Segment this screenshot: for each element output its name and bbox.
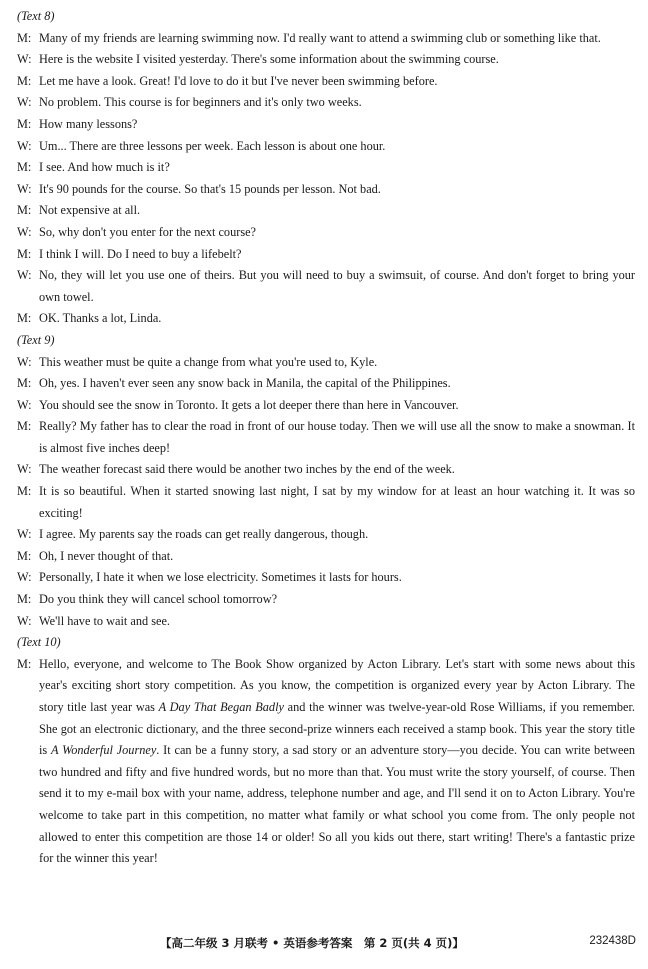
dialogue-text: Oh, I never thought of that. <box>39 548 174 563</box>
dialogue-text: Let me have a look. Great! I'd love to do it but I've never been swimming before. <box>39 73 438 88</box>
speaker-label: M: <box>17 30 32 45</box>
speaker-label: W: <box>17 138 32 153</box>
dialogue-text: It's 90 pounds for the course. So that's 15 pounds per lesson. Not bad. <box>39 181 381 196</box>
speaker-label: M: <box>17 376 32 391</box>
dialogue-text: Really? My father has to clear the road in front of our house today. Then we will use all the snow to make a snowman. It is almost five inches deep! <box>39 419 635 455</box>
speaker-label: M: <box>17 246 32 261</box>
speaker-label: M: <box>17 548 32 563</box>
dialogue-line <box>17 395 635 417</box>
speaker-label: M: <box>17 311 32 326</box>
dialogue-line <box>17 265 635 308</box>
dialogue-line <box>17 589 635 611</box>
dialogue-line <box>17 308 635 330</box>
dialogue-line <box>17 28 635 50</box>
dialogue-line <box>17 71 635 93</box>
dialogue-text: Many of my friends are learning swimming now. I'd really want to attend a swimming club or something like that. <box>39 30 601 45</box>
dialogue-line <box>17 179 635 201</box>
speaker-label: M: <box>17 116 32 131</box>
dialogue-line <box>17 49 635 71</box>
speaker-label: M: <box>17 592 32 607</box>
dialogue-line <box>17 481 635 524</box>
speaker-label: W: <box>17 181 32 196</box>
speaker-label: W: <box>17 397 32 412</box>
dialogue-line <box>17 416 635 459</box>
dialogue-line <box>17 524 635 546</box>
speaker-label: M: <box>17 160 32 175</box>
dialogue-text: So, why don't you enter for the next course? <box>39 224 257 239</box>
dialogue-line <box>17 567 635 589</box>
dialogue-text: Personally, I hate it when we lose electricity. Sometimes it lasts for hours. <box>39 570 402 585</box>
dialogue-line <box>17 92 635 114</box>
dialogue-text: Here is the website I visited yesterday. There's some information about the swimming course. <box>39 52 499 67</box>
dialogue-text: Um... There are three lessons per week. Each lesson is about one hour. <box>39 138 386 153</box>
dialogue-line <box>17 136 635 158</box>
dialogue-text: . It can be a funny story, a sad story or an adventure story—you decide. You can write between two hundred and fifty and five hundred words, but no more than that. You must write the story yourself, of course. Then send it to my e-mail box with your name, address, telephone number and age, and I'll send it on to Acton Library. You're welcome to take part in this competition, no matter what family or what school you come from. The only people not allowed to enter this competition are those 14 or older! So all you kids out there, start writing! There's a fantastic prize for the winner this year! <box>39 743 636 866</box>
dialogue-text: This weather must be quite a change from what you're used to, Kyle. <box>39 354 378 369</box>
speaker-label: W: <box>17 268 32 283</box>
dialogue-text: I think I will. Do I need to buy a lifebelt? <box>39 246 242 261</box>
speaker-label: W: <box>17 224 32 239</box>
dialogue-text: How many lessons? <box>39 116 138 131</box>
dialogue-text: Not expensive at all. <box>39 203 141 218</box>
dialogue-line <box>17 157 635 179</box>
dialogue-text: You should see the snow in Toronto. It gets a lot deeper there than here in Vancouver. <box>39 397 459 412</box>
speaker-label: W: <box>17 354 32 369</box>
dialogue-line <box>17 373 635 395</box>
speaker-label: W: <box>17 613 32 628</box>
footer-code: 232438D <box>589 935 636 947</box>
dialogue-text: No, they will let you use one of theirs. But you will need to buy a swimsuit, of course. And don't forget to bring your own towel. <box>39 268 635 304</box>
dialogue-text: OK. Thanks a lot, Linda. <box>39 311 162 326</box>
speaker-label: W: <box>17 95 32 110</box>
dialogue-text: I agree. My parents say the roads can get really dangerous, though. <box>39 527 369 542</box>
speaker-label: M: <box>17 419 32 434</box>
speaker-label: M: <box>17 484 32 499</box>
dialogue-line <box>17 352 635 374</box>
dialogue-text: No problem. This course is for beginners and it's only two weeks. <box>39 95 362 110</box>
footer-title: 【高二年级 3 月联考 • 英语参考答案 第 2 页(共 4 页)】 <box>160 936 464 950</box>
speaker-label: W: <box>17 570 32 585</box>
dialogue-text: Oh, yes. I haven't ever seen any snow back in Manila, the capital of the Philippines. <box>39 376 451 391</box>
dialogue-text: Do you think they will cancel school tomorrow? <box>39 592 278 607</box>
dialogue-line <box>17 244 635 266</box>
dialogue-line <box>17 114 635 136</box>
speaker-label: W: <box>17 527 32 542</box>
dialogue-line <box>17 611 635 633</box>
dialogue-text: It is so beautiful. When it started snowing last night, I sat by my window for at least an hour watching it. It was so exciting! <box>39 484 635 520</box>
section-label: (Text 8) <box>17 9 55 23</box>
dialogue-text: Hello, everyone, and welcome to The Book Show organized by Acton Library. Let's start with some news about this year's exciting short story competition. As you know, the competition is organized every year by Acton Library. The story title last year was <box>39 656 635 714</box>
dialogue-text: I see. And how much is it? <box>39 160 170 175</box>
speaker-label: W: <box>17 52 32 67</box>
dialogue-text: and the winner was twelve-year-old Rose Williams, if you remember. She got an electronic dictionary, and the three second-prize winners each received a stamp book. This year the story title is <box>39 700 635 758</box>
speaker-label: M: <box>17 656 32 671</box>
dialogue-text: The weather forecast said there would be another two inches by the end of the week. <box>39 462 455 477</box>
story-title: A Wonderful Journey <box>51 743 157 758</box>
dialogue-text: We'll have to wait and see. <box>39 613 170 628</box>
dialogue-line <box>17 459 635 481</box>
speaker-label: W: <box>17 462 32 477</box>
dialogue-line <box>17 546 635 568</box>
story-title: A Day That Began Badly <box>158 700 284 714</box>
section-label: (Text 10) <box>17 635 61 650</box>
speaker-label: M: <box>17 203 32 218</box>
page-footer <box>0 935 648 955</box>
dialogue-line <box>17 654 635 870</box>
section-label: (Text 9) <box>17 332 55 347</box>
dialogue-line <box>17 222 635 244</box>
dialogue-line <box>17 200 635 222</box>
speaker-label: M: <box>17 73 32 88</box>
